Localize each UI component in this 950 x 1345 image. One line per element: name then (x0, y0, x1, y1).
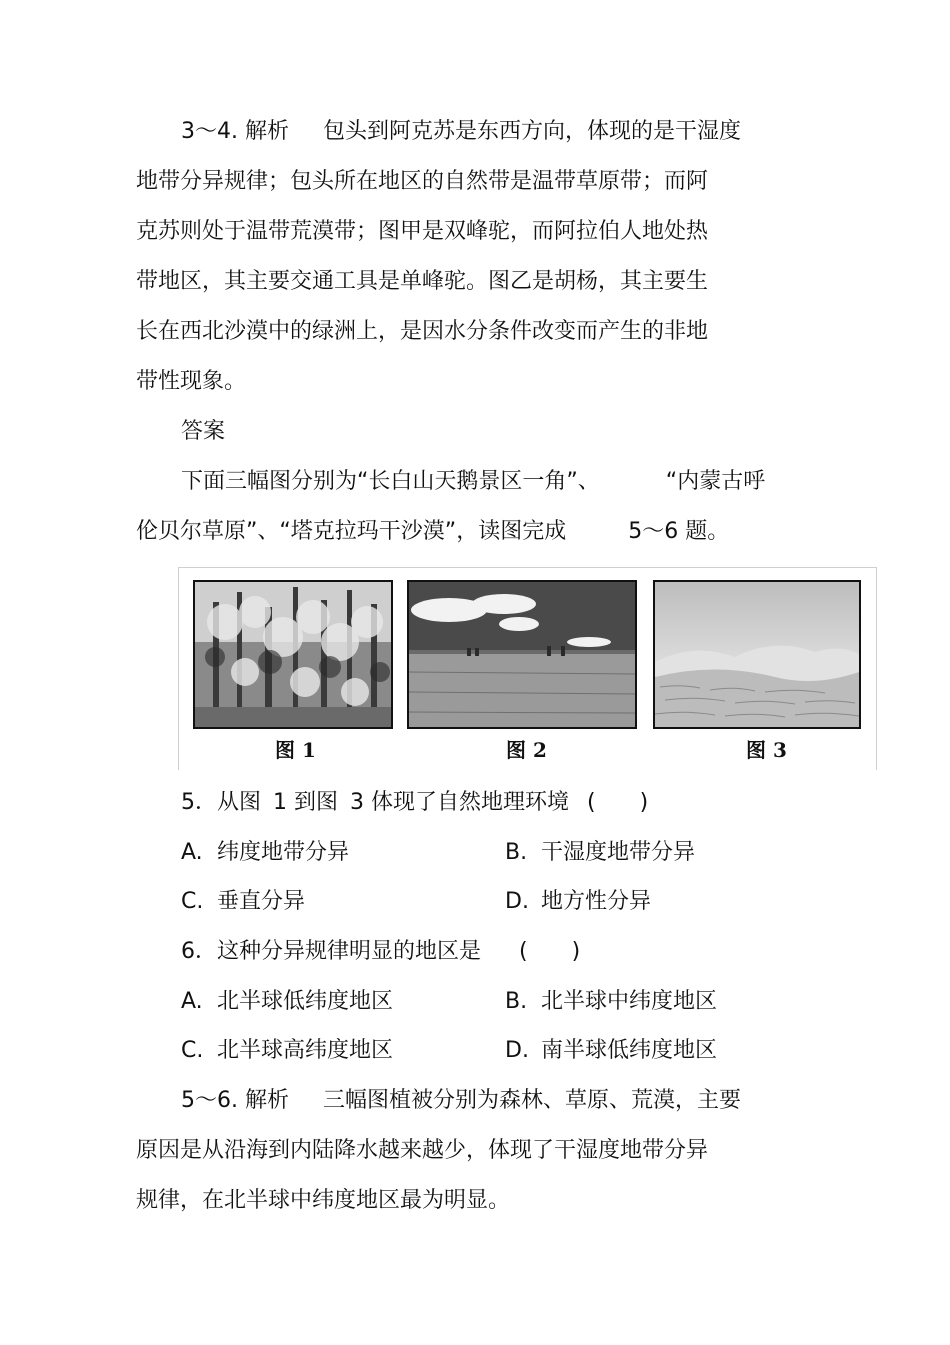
desert-photo (653, 580, 861, 729)
q6-option-d (505, 1036, 717, 1066)
analysis-56-text-1: 三幅图植被分别为森林、草原、荒漠，主要 (322, 1088, 741, 1113)
q5-option-c (181, 887, 305, 917)
intro-text-2b: 5～6 题。 (628, 519, 730, 544)
q6-option-a-letter: A. (181, 989, 203, 1014)
question-6-stem (181, 937, 580, 967)
q5-option-b (505, 838, 695, 868)
q6-option-a-text: 北半球低纬度地区 (217, 989, 394, 1014)
q6-option-d-letter: D. (505, 1038, 529, 1063)
figure-caption-2: 图 2 (506, 738, 547, 762)
intro-text-1a: 下面三幅图分别为“长白山天鹅景区一角”、 (181, 469, 600, 494)
answer-label: 答案 (181, 419, 226, 444)
q6-option-c (181, 1036, 393, 1066)
q5-option-d-text: 地方性分异 (541, 889, 652, 914)
analysis-34-line-6: 带性现象。 (136, 369, 247, 394)
analysis-56-line-1 (181, 1086, 741, 1116)
q6-option-c-text: 北半球高纬度地区 (217, 1038, 394, 1063)
intro-line-2 (136, 517, 729, 547)
q6-bracket: ( ) (519, 939, 581, 964)
analysis-34-line-3: 克苏则处于温带荒漠带；图甲是双峰驼，而阿拉伯人地处热 (136, 219, 709, 244)
analysis-34-line-4: 带地区，其主要交通工具是单峰驼。图乙是胡杨，其主要生 (136, 269, 709, 294)
q5-stem-b: 1 到图 (273, 790, 338, 815)
analysis-34-line-2: 地带分异规律；包头所在地区的自然带是温带草原带；而阿 (136, 169, 709, 194)
analysis-34-line-5: 长在西北沙漠中的绿洲上，是因水分条件改变而产生的非地 (136, 319, 709, 344)
figure-panel (178, 567, 877, 770)
q5-stem-c: 3 体现了自然地理环境 (350, 790, 569, 815)
q6-stem: 6．这种分异规律明显的地区是 (181, 939, 481, 964)
q5-option-c-letter: C. (181, 889, 204, 914)
q5-option-d (505, 887, 651, 917)
analysis-56-label: 5～6. 解析 (181, 1088, 289, 1113)
analysis-34-line-1 (181, 117, 741, 147)
figure-caption-1: 图 1 (275, 738, 316, 762)
question-5-stem (181, 788, 648, 818)
q6-option-d-text: 南半球低纬度地区 (541, 1038, 718, 1063)
grassland-photo (407, 580, 637, 729)
intro-text-2a: 伦贝尔草原”、“塔克拉玛干沙漠”，读图完成 (136, 519, 567, 544)
q5-option-a (181, 838, 349, 868)
intro-line-1 (181, 467, 765, 497)
analysis-34-label: 3～4. 解析 (181, 119, 289, 144)
intro-text-1b: “内蒙古呼 (665, 469, 766, 494)
q5-option-c-text: 垂直分异 (217, 889, 306, 914)
q6-option-b-letter: B. (505, 989, 528, 1014)
figure-caption-3: 图 3 (746, 738, 787, 762)
q5-option-b-text: 干湿度地带分异 (541, 840, 696, 865)
analysis-56-line-3: 规律，在北半球中纬度地区最为明显。 (136, 1188, 511, 1213)
analysis-56-line-2: 原因是从沿海到内陆降水越来越少，体现了干湿度地带分异 (136, 1138, 709, 1163)
q5-stem-a: 5．从图 (181, 790, 261, 815)
q6-option-c-letter: C. (181, 1038, 204, 1063)
q5-option-d-letter: D. (505, 889, 529, 914)
q5-option-a-letter: A. (181, 840, 203, 865)
q6-option-b-text: 北半球中纬度地区 (541, 989, 718, 1014)
q6-option-b (505, 987, 717, 1017)
forest-photo (193, 580, 393, 729)
q5-option-b-letter: B. (505, 840, 528, 865)
q6-option-a (181, 987, 393, 1017)
analysis-34-text-1: 包头到阿克苏是东西方向，体现的是干湿度 (322, 119, 741, 144)
q5-option-a-text: 纬度地带分异 (217, 840, 350, 865)
q5-bracket: ( ) (587, 790, 649, 815)
